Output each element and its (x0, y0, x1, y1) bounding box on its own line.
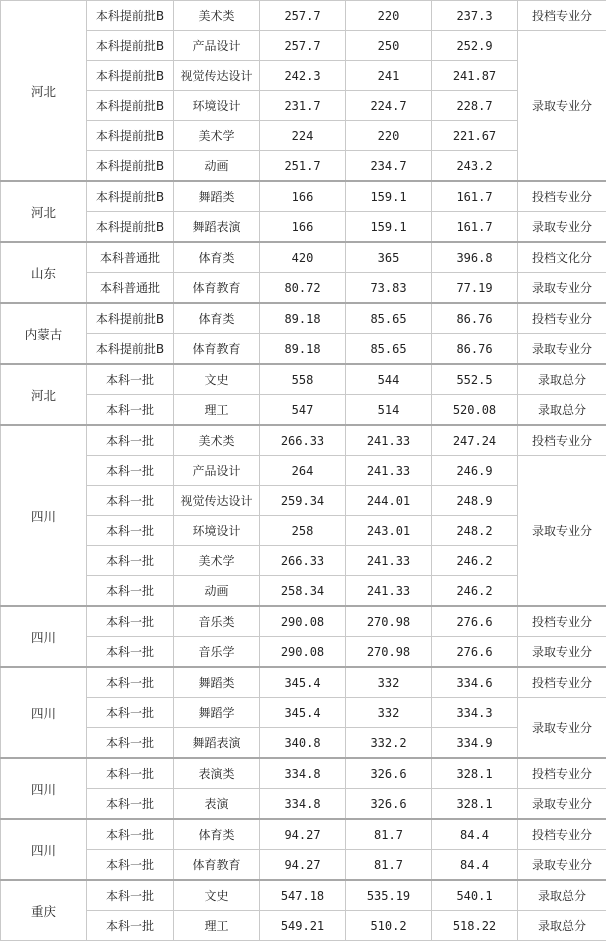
major-cell: 体育类 (174, 242, 260, 273)
max-score-cell: 345.4 (260, 667, 346, 698)
batch-cell: 本科一批 (87, 516, 174, 546)
score-type-cell: 录取总分 (518, 880, 606, 911)
table-row (1, 212, 606, 243)
score-type-cell: 录取专业分 (518, 456, 606, 607)
province-cell: 四川 (1, 425, 87, 606)
min-score-cell: 270.98 (346, 606, 432, 637)
province-cell: 四川 (1, 667, 87, 758)
avg-score-cell: 228.7 (432, 91, 518, 121)
table-row (1, 334, 606, 365)
avg-score-cell: 243.2 (432, 151, 518, 182)
score-type-cell: 录取专业分 (518, 789, 606, 820)
major-cell: 文史 (174, 880, 260, 911)
min-score-cell: 241.33 (346, 425, 432, 456)
major-cell: 体育教育 (174, 334, 260, 365)
min-score-cell: 241.33 (346, 576, 432, 607)
batch-cell: 本科提前批B (87, 303, 174, 334)
table-row (1, 758, 606, 789)
avg-score-cell: 276.6 (432, 606, 518, 637)
min-score-cell: 250 (346, 31, 432, 61)
score-type-cell: 投档专业分 (518, 667, 606, 698)
batch-cell: 本科提前批B (87, 31, 174, 61)
avg-score-cell: 540.1 (432, 880, 518, 911)
batch-cell: 本科一批 (87, 758, 174, 789)
avg-score-cell: 237.3 (432, 1, 518, 31)
table-row (1, 151, 606, 182)
major-cell: 音乐类 (174, 606, 260, 637)
avg-score-cell: 248.2 (432, 516, 518, 546)
min-score-cell: 241.33 (346, 546, 432, 576)
province-cell: 河北 (1, 364, 87, 425)
min-score-cell: 73.83 (346, 273, 432, 304)
table-row (1, 728, 606, 759)
max-score-cell: 264 (260, 456, 346, 486)
batch-cell: 本科一批 (87, 425, 174, 456)
max-score-cell: 420 (260, 242, 346, 273)
table-row (1, 91, 606, 121)
max-score-cell: 334.8 (260, 789, 346, 820)
score-type-cell: 投档专业分 (518, 606, 606, 637)
major-cell: 表演类 (174, 758, 260, 789)
major-cell: 舞蹈表演 (174, 212, 260, 243)
score-type-cell: 录取专业分 (518, 850, 606, 881)
major-cell: 产品设计 (174, 31, 260, 61)
major-cell: 美术学 (174, 546, 260, 576)
avg-score-cell: 241.87 (432, 61, 518, 91)
batch-cell: 本科一批 (87, 456, 174, 486)
max-score-cell: 94.27 (260, 850, 346, 881)
max-score-cell: 231.7 (260, 91, 346, 121)
batch-cell: 本科提前批B (87, 181, 174, 212)
batch-cell: 本科一批 (87, 698, 174, 728)
score-type-cell: 录取专业分 (518, 637, 606, 668)
major-cell: 环境设计 (174, 91, 260, 121)
avg-score-cell: 396.8 (432, 242, 518, 273)
batch-cell: 本科一批 (87, 364, 174, 395)
max-score-cell: 290.08 (260, 606, 346, 637)
min-score-cell: 332 (346, 698, 432, 728)
province-cell: 四川 (1, 758, 87, 819)
min-score-cell: 220 (346, 121, 432, 151)
avg-score-cell: 520.08 (432, 395, 518, 426)
batch-cell: 本科普通批 (87, 242, 174, 273)
max-score-cell: 340.8 (260, 728, 346, 759)
max-score-cell: 94.27 (260, 819, 346, 850)
major-cell: 美术学 (174, 121, 260, 151)
major-cell: 理工 (174, 395, 260, 426)
batch-cell: 本科提前批B (87, 91, 174, 121)
table-row (1, 698, 606, 728)
major-cell: 舞蹈类 (174, 181, 260, 212)
table-row (1, 819, 606, 850)
major-cell: 体育教育 (174, 273, 260, 304)
max-score-cell: 257.7 (260, 31, 346, 61)
table-row (1, 121, 606, 151)
avg-score-cell: 252.9 (432, 31, 518, 61)
avg-score-cell: 84.4 (432, 850, 518, 881)
max-score-cell: 266.33 (260, 546, 346, 576)
min-score-cell: 326.6 (346, 758, 432, 789)
avg-score-cell: 86.76 (432, 303, 518, 334)
batch-cell: 本科一批 (87, 819, 174, 850)
avg-score-cell: 334.6 (432, 667, 518, 698)
max-score-cell: 547 (260, 395, 346, 426)
avg-score-cell: 552.5 (432, 364, 518, 395)
avg-score-cell: 86.76 (432, 334, 518, 365)
min-score-cell: 224.7 (346, 91, 432, 121)
min-score-cell: 535.19 (346, 880, 432, 911)
batch-cell: 本科一批 (87, 667, 174, 698)
batch-cell: 本科一批 (87, 637, 174, 668)
province-cell: 四川 (1, 606, 87, 667)
batch-cell: 本科一批 (87, 395, 174, 426)
max-score-cell: 334.8 (260, 758, 346, 789)
avg-score-cell: 276.6 (432, 637, 518, 668)
score-type-cell: 录取总分 (518, 911, 606, 941)
major-cell: 体育类 (174, 303, 260, 334)
table-row (1, 456, 606, 486)
max-score-cell: 242.3 (260, 61, 346, 91)
score-type-cell: 投档专业分 (518, 758, 606, 789)
batch-cell: 本科普通批 (87, 273, 174, 304)
table-row (1, 637, 606, 668)
avg-score-cell: 246.9 (432, 456, 518, 486)
max-score-cell: 547.18 (260, 880, 346, 911)
table-row (1, 789, 606, 820)
max-score-cell: 258.34 (260, 576, 346, 607)
table-row (1, 606, 606, 637)
score-type-cell: 录取总分 (518, 395, 606, 426)
min-score-cell: 510.2 (346, 911, 432, 941)
batch-cell: 本科一批 (87, 911, 174, 941)
batch-cell: 本科提前批B (87, 334, 174, 365)
avg-score-cell: 328.1 (432, 789, 518, 820)
max-score-cell: 80.72 (260, 273, 346, 304)
min-score-cell: 159.1 (346, 212, 432, 243)
major-cell: 动画 (174, 151, 260, 182)
major-cell: 理工 (174, 911, 260, 941)
table-row (1, 576, 606, 607)
table-row (1, 61, 606, 91)
score-type-cell: 投档文化分 (518, 242, 606, 273)
major-cell: 视觉传达设计 (174, 61, 260, 91)
batch-cell: 本科一批 (87, 546, 174, 576)
max-score-cell: 89.18 (260, 334, 346, 365)
score-type-cell: 录取专业分 (518, 31, 606, 182)
table-row (1, 395, 606, 426)
batch-cell: 本科一批 (87, 880, 174, 911)
score-type-cell: 录取专业分 (518, 212, 606, 243)
max-score-cell: 259.34 (260, 486, 346, 516)
min-score-cell: 270.98 (346, 637, 432, 668)
batch-cell: 本科一批 (87, 789, 174, 820)
max-score-cell: 266.33 (260, 425, 346, 456)
batch-cell: 本科一批 (87, 728, 174, 759)
table-row (1, 486, 606, 516)
score-type-cell: 投档专业分 (518, 303, 606, 334)
major-cell: 环境设计 (174, 516, 260, 546)
avg-score-cell: 84.4 (432, 819, 518, 850)
batch-cell: 本科一批 (87, 486, 174, 516)
min-score-cell: 234.7 (346, 151, 432, 182)
max-score-cell: 257.7 (260, 1, 346, 31)
max-score-cell: 224 (260, 121, 346, 151)
table-row (1, 516, 606, 546)
avg-score-cell: 161.7 (432, 212, 518, 243)
batch-cell: 本科提前批B (87, 121, 174, 151)
table-row (1, 1, 606, 31)
max-score-cell: 166 (260, 181, 346, 212)
batch-cell: 本科提前批B (87, 212, 174, 243)
major-cell: 舞蹈学 (174, 698, 260, 728)
major-cell: 产品设计 (174, 456, 260, 486)
avg-score-cell: 246.2 (432, 576, 518, 607)
max-score-cell: 258 (260, 516, 346, 546)
major-cell: 舞蹈类 (174, 667, 260, 698)
table-row (1, 181, 606, 212)
major-cell: 体育类 (174, 819, 260, 850)
min-score-cell: 81.7 (346, 819, 432, 850)
max-score-cell: 558 (260, 364, 346, 395)
min-score-cell: 326.6 (346, 789, 432, 820)
major-cell: 美术类 (174, 1, 260, 31)
table-row (1, 880, 606, 911)
table-row (1, 364, 606, 395)
score-type-cell: 投档专业分 (518, 181, 606, 212)
min-score-cell: 159.1 (346, 181, 432, 212)
avg-score-cell: 247.24 (432, 425, 518, 456)
province-cell: 河北 (1, 1, 87, 182)
min-score-cell: 243.01 (346, 516, 432, 546)
table-row (1, 546, 606, 576)
avg-score-cell: 334.3 (432, 698, 518, 728)
score-type-cell: 录取专业分 (518, 334, 606, 365)
table-row (1, 242, 606, 273)
max-score-cell: 89.18 (260, 303, 346, 334)
table-row (1, 273, 606, 304)
min-score-cell: 544 (346, 364, 432, 395)
avg-score-cell: 77.19 (432, 273, 518, 304)
batch-cell: 本科一批 (87, 850, 174, 881)
min-score-cell: 241 (346, 61, 432, 91)
batch-cell: 本科提前批B (87, 1, 174, 31)
table-row (1, 911, 606, 941)
batch-cell: 本科一批 (87, 606, 174, 637)
min-score-cell: 81.7 (346, 850, 432, 881)
avg-score-cell: 334.9 (432, 728, 518, 759)
score-type-cell: 录取专业分 (518, 698, 606, 759)
min-score-cell: 365 (346, 242, 432, 273)
major-cell: 视觉传达设计 (174, 486, 260, 516)
batch-cell: 本科提前批B (87, 61, 174, 91)
max-score-cell: 549.21 (260, 911, 346, 941)
min-score-cell: 85.65 (346, 334, 432, 365)
table-row (1, 425, 606, 456)
major-cell: 动画 (174, 576, 260, 607)
major-cell: 文史 (174, 364, 260, 395)
min-score-cell: 220 (346, 1, 432, 31)
score-type-cell: 投档专业分 (518, 1, 606, 31)
min-score-cell: 332.2 (346, 728, 432, 759)
major-cell: 美术类 (174, 425, 260, 456)
province-cell: 重庆 (1, 880, 87, 941)
table-body (1, 1, 606, 941)
min-score-cell: 514 (346, 395, 432, 426)
score-type-cell: 投档专业分 (518, 425, 606, 456)
max-score-cell: 345.4 (260, 698, 346, 728)
avg-score-cell: 161.7 (432, 181, 518, 212)
major-cell: 表演 (174, 789, 260, 820)
table-row (1, 850, 606, 881)
avg-score-cell: 248.9 (432, 486, 518, 516)
max-score-cell: 166 (260, 212, 346, 243)
avg-score-cell: 221.67 (432, 121, 518, 151)
max-score-cell: 251.7 (260, 151, 346, 182)
province-cell: 山东 (1, 242, 87, 303)
table-row (1, 303, 606, 334)
score-type-cell: 投档专业分 (518, 819, 606, 850)
province-cell: 内蒙古 (1, 303, 87, 364)
score-type-cell: 录取总分 (518, 364, 606, 395)
avg-score-cell: 246.2 (432, 546, 518, 576)
min-score-cell: 244.01 (346, 486, 432, 516)
min-score-cell: 332 (346, 667, 432, 698)
province-cell: 四川 (1, 819, 87, 880)
major-cell: 舞蹈表演 (174, 728, 260, 759)
avg-score-cell: 518.22 (432, 911, 518, 941)
avg-score-cell: 328.1 (432, 758, 518, 789)
min-score-cell: 241.33 (346, 456, 432, 486)
max-score-cell: 290.08 (260, 637, 346, 668)
table-row (1, 31, 606, 61)
province-cell: 河北 (1, 181, 87, 242)
major-cell: 体育教育 (174, 850, 260, 881)
batch-cell: 本科一批 (87, 576, 174, 607)
major-cell: 音乐学 (174, 637, 260, 668)
table-row (1, 667, 606, 698)
min-score-cell: 85.65 (346, 303, 432, 334)
score-type-cell: 录取专业分 (518, 273, 606, 304)
batch-cell: 本科提前批B (87, 151, 174, 182)
